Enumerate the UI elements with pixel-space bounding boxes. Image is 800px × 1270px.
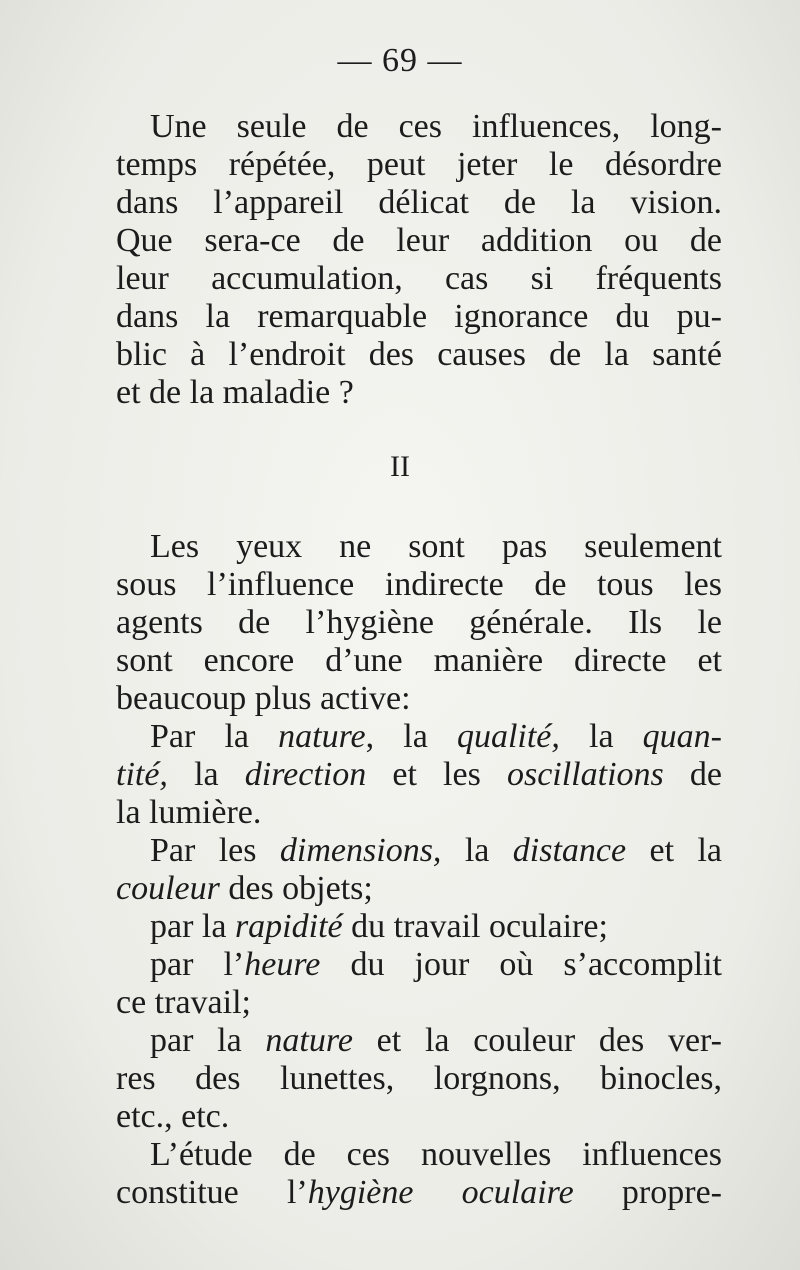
- text-line: Les yeux ne sont pas seulement: [150, 528, 722, 565]
- text-run: des objets;: [219, 870, 373, 907]
- emphasis: tité,: [116, 756, 168, 793]
- text-line: blic à l’endroit des causes de la santé: [116, 336, 722, 373]
- text-run: la: [167, 756, 245, 793]
- text-line: et de la maladie ?: [116, 374, 354, 411]
- text-run: du travail oculaire;: [342, 908, 608, 945]
- emphasis: hygiène oculaire: [307, 1174, 574, 1211]
- text-line: agents de l’hygiène générale. Ils le: [116, 604, 722, 641]
- text-line: leur accumulation, cas si fréquents: [116, 260, 722, 297]
- text-line: temps répétée, peut jeter le désordre: [116, 146, 722, 183]
- text-run: la: [559, 718, 643, 755]
- text-run: Par la: [150, 718, 279, 755]
- page-number: — 69 —: [337, 42, 463, 79]
- text-line: Que sera-ce de leur addition ou de: [116, 222, 722, 259]
- text-line: [150, 908, 722, 946]
- text-run: par la: [150, 1022, 266, 1059]
- text-run: Par les: [150, 832, 280, 869]
- text-run: constitue l’: [116, 1174, 308, 1211]
- emphasis: quan-: [642, 718, 722, 755]
- text-line: [116, 1174, 722, 1212]
- text-line: dans la remarquable ignorance du pu-: [116, 298, 722, 335]
- text-line: dans l’appareil délicat de la vision.: [116, 184, 722, 221]
- emphasis: heure: [244, 946, 321, 983]
- text-line: ce travail;: [116, 984, 251, 1021]
- text-line: [150, 946, 722, 984]
- text-line: etc., etc.: [116, 1098, 230, 1135]
- text-run: et les: [366, 756, 507, 793]
- text-line: Une seule de ces influences, long-: [150, 108, 722, 145]
- text-line: [116, 870, 722, 908]
- emphasis: qualité,: [456, 718, 560, 755]
- text-run: du jour où s’accomplit: [320, 946, 722, 983]
- text-line: beaucoup plus active:: [116, 680, 411, 717]
- text-run: propre-: [573, 1174, 722, 1211]
- text-run: , la: [365, 718, 457, 755]
- text-line: la lumière.: [116, 794, 262, 831]
- emphasis: couleur: [116, 870, 220, 907]
- emphasis: nature: [278, 718, 366, 755]
- emphasis: dimensions,: [279, 832, 442, 869]
- text-line: L’étude de ces nouvelles influences: [150, 1136, 722, 1173]
- text-line: [116, 756, 722, 794]
- text-line: sous l’influence indirecte de tous les: [116, 566, 722, 603]
- text-line: sont encore d’une manière directe et: [116, 642, 722, 679]
- text-line: [150, 1022, 722, 1060]
- text-line: [150, 718, 722, 756]
- emphasis: oscillations: [506, 756, 664, 793]
- emphasis: direction: [244, 756, 367, 793]
- text-run: de: [663, 756, 722, 793]
- text-run: par l’: [150, 946, 245, 983]
- text-line: [150, 832, 722, 870]
- text-run: par la: [150, 908, 235, 945]
- text-line: res des lunettes, lorgnons, binocles,: [116, 1060, 722, 1097]
- section-heading: II: [390, 450, 410, 483]
- emphasis: rapidité: [234, 908, 343, 945]
- text-run: et la: [626, 832, 723, 869]
- text-run: la: [441, 832, 513, 869]
- emphasis: nature: [265, 1022, 353, 1059]
- emphasis: distance: [512, 832, 627, 869]
- text-run: et la couleur des ver-: [352, 1022, 722, 1059]
